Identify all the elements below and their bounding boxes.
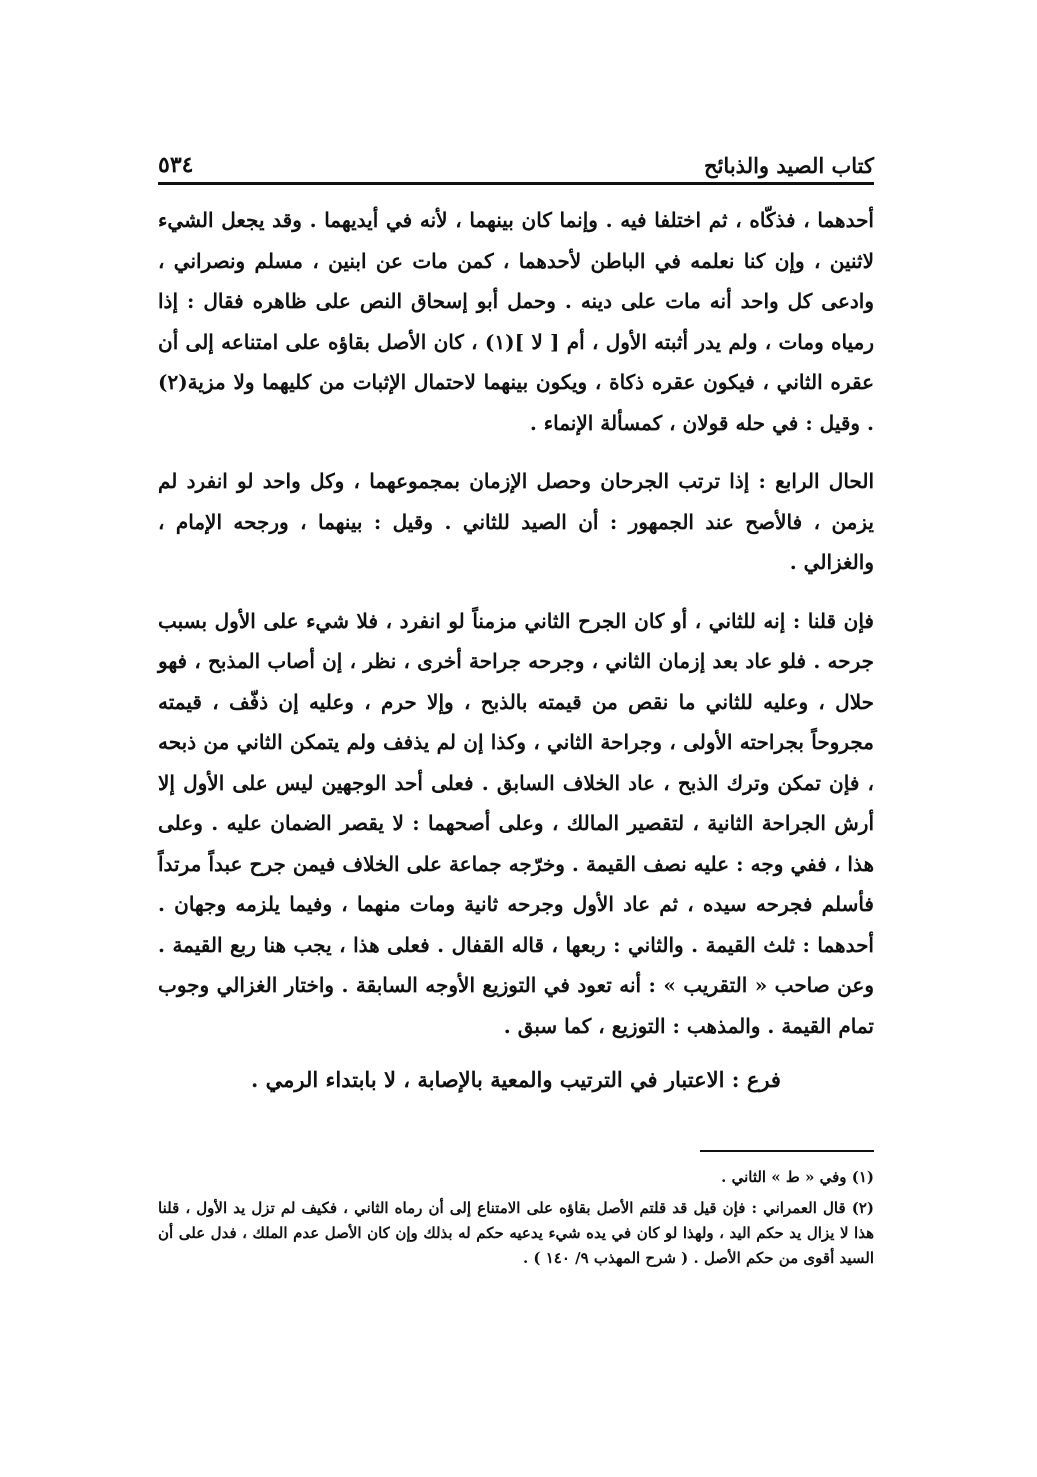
branch-heading: فرع : الاعتبار في الترتيب والمعية بالإصابة ، لا بابتداء الرمي . [251,1067,781,1092]
page-number: ٥٣٤ [158,152,194,178]
running-header [158,138,874,178]
footnote-divider [700,1150,874,1152]
main-text [158,200,874,1101]
header-title: كتاب الصيد والذبائح [704,153,874,178]
paragraph-1: أحدهما ، فذكّاه ، ثم اختلفا فيه . وإنما كان بينهما ، لأنه في أيديهما . وقد يجعل الشيء لاثنين ، وإن كنا نعلمه في الباطن لأحدهما ، كمن مات عن ابنين ، مسلم ونصراني ، وادعى كل واحد أنه مات على دينه . وحمل أبو إسحاق النص على ظاهره فقال : إذا رمياه ومات ، ولم يدر أثبته الأول ، أم [ لا ](١) ، كان الأصل بقاؤه على امتناعه إلى أن عقره الثاني ، فيكون عقره ذكاة ، ويكون بينهما لاحتمال الإثبات من كليهما ولا مزية(٢) . وقيل : في حله قولان ، كمسألة الإنماء . [158,208,874,435]
footnotes [158,1165,874,1277]
footnote-2: (٢) قال العمراني : فإن قيل قد قلتم الأصل بقاؤه على الامتناع إلى أن رماه الثاني ، فكيف لم تزل يد الأول ، قلنا هذا لا يزال يد حكم اليد ، ولهذا لو كان في يده شيء يدعيه حكم له بذلك وإن كان الأصل عدم الملك ، فدل على أن السيد أقوى من حكم الأصل . ( شرح المهذب ٩/ ١٤٠ ) . [158,1199,874,1267]
footnote-1: (١) وفي « ط » الثاني . [721,1168,874,1186]
header-divider [158,182,874,185]
paragraph-3: فإن قلنا : إنه للثاني ، أو كان الجرح الثاني مزمناً لو انفرد ، فلا شيء على الأول بسبب جرحه . فلو عاد بعد إزمان الثاني ، وجرحه جراحة أخرى ، نظر ، إن أصاب المذبح ، فهو حلال ، وعليه للثاني ما نقص من قيمته بالذبح ، وإلا حرم ، وعليه إن ذفّف ، قيمته مجروحاً بجراحته الأولى ، وجراحة الثاني ، وكذا إن لم يذفف ولم يتمكن الثاني من ذبحه ، فإن تمكن وترك الذبح ، عاد الخلاف السابق . فعلى أحد الوجهين ليس على الأول إلا أرش الجراحة الثانية ، لتقصير المالك ، وعلى أصحهما : لا يقصر الضمان عليه . وعلى هذا ، ففي وجه : عليه نصف القيمة . وخرّجه جماعة على الخلاف فيمن جرح عبداً مرتداً فأسلم فجرحه سيده ، ثم عاد الأول وجرحه ثانية ومات منهما ، وفيما يلزمه وجهان . أحدهما : ثلث القيمة . والثاني : ربعها ، قاله القفال . فعلى هذا ، يجب هنا ربع القيمة . وعن صاحب « التقريب » : أنه تعود في التوزيع الأوجه السابقة . واختار الغزالي وجوب تمام القيمة . والمذهب : التوزيع ، كما سبق . [158,608,874,1038]
paragraph-2: الحال الرابع : إذا ترتب الجرحان وحصل الإزمان بمجموعهما ، وكل واحد لو انفرد لم يزمن ، فالأصح عند الجمهور : أن الصيد للثاني . وقيل : بينهما ، ورجحه الإمام ، والغزالي . [158,469,874,574]
